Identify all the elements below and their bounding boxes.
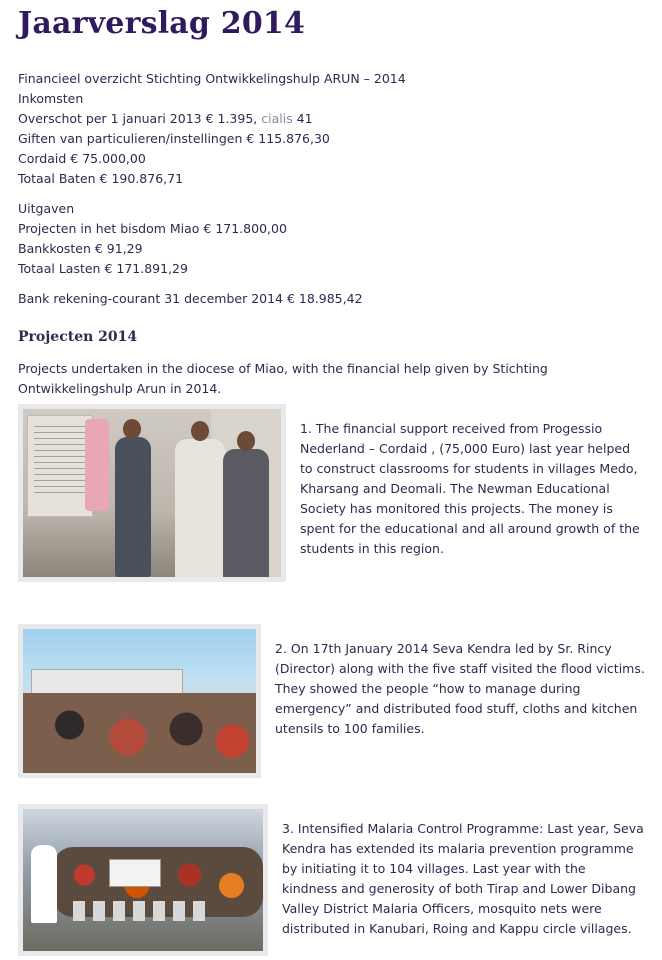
- projects-intro: Projects undertaken in the diocese of Miao, with the financial help given by Stichting Ontwikkelingshulp Arun in 2014.: [18, 361, 548, 396]
- income-line-1-extra[interactable]: cialis: [257, 111, 293, 126]
- projects-heading: Projecten 2014: [18, 329, 138, 345]
- expense-line-1: Projecten in het bisdom Miao € 171.800,00: [18, 221, 287, 236]
- income-line-1: [18, 109, 313, 129]
- project-2-text: 2. On 17th January 2014 Seva Kendra led by Sr. Rincy (Director) along with the five staff visited the flood victims. They showed the people “how to manage during emergency” and distributed food stuff, cloths and kitchen utensils to 100 families.: [275, 641, 645, 736]
- income-line-2: Giften van particulieren/instellingen € 115.876,30: [18, 131, 330, 146]
- income-total: Totaal Baten € 190.876,71: [18, 171, 184, 186]
- income-line-1-end: 41: [292, 111, 313, 126]
- project-3-text: 3. Intensified Malaria Control Programme: Last year, Seva Kendra has extended its malaria prevention programme by initiating it to 104 villages. Last year with the kindness and generosity of both Tirap and Lower Dibang Valley District Malaria Officers, mosquito nets were distributed in Kanubari, Roing and Kappu circle villages.: [282, 821, 644, 936]
- income-label: Inkomsten: [18, 91, 84, 106]
- finance-heading: Financieel overzicht Stichting Ontwikkelingshulp ARUN – 2014: [18, 71, 406, 86]
- page-title: Jaarverslag 2014: [18, 6, 306, 41]
- project-1-photo: [18, 404, 286, 582]
- expense-total: Totaal Lasten € 171.891,29: [18, 261, 188, 276]
- expense-line-2: Bankkosten € 91,29: [18, 241, 143, 256]
- income-line-1-text: Overschot per 1 januari 2013 € 1.395,: [18, 111, 258, 126]
- bank-balance: Bank rekening-courant 31 december 2014 € 18.985,42: [18, 291, 363, 306]
- project-2-photo: [18, 624, 261, 778]
- income-line-3: Cordaid € 75.000,00: [18, 151, 146, 166]
- expense-label: Uitgaven: [18, 201, 75, 216]
- project-3-photo: [18, 804, 268, 956]
- project-1-text: 1. The financial support received from Progessio Nederland – Cordaid , (75,000 Euro) last year helped to construct classrooms for students in villages Medo, Kharsang and Deomali. The Newman Educational Society has monitored this projects. The money is spent for the educational and all around growth of the students in this region.: [300, 421, 640, 556]
